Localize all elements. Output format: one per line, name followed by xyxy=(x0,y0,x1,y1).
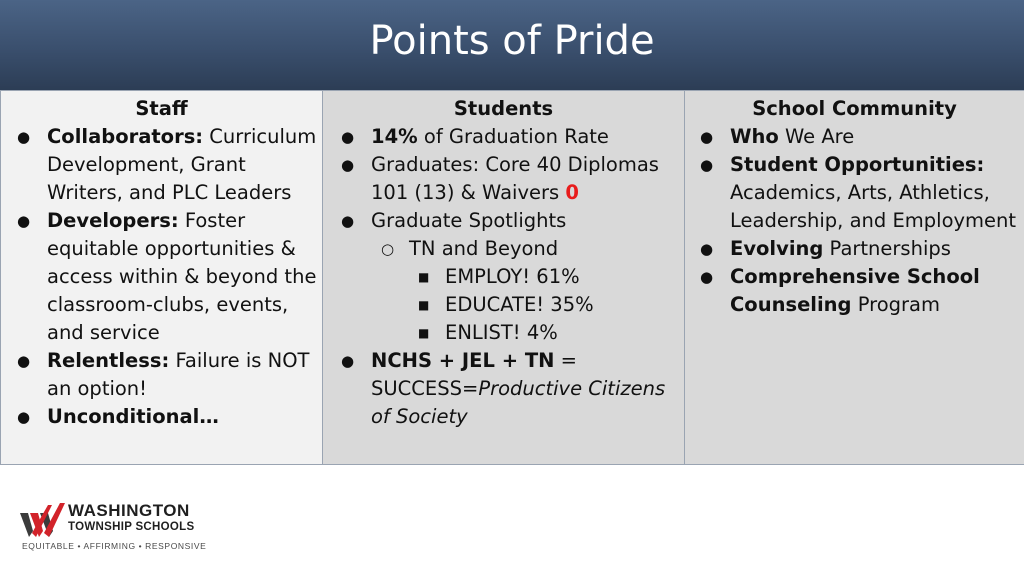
item-text: We Are xyxy=(778,125,855,148)
list-item xyxy=(685,151,1024,235)
item-text: Partnerships xyxy=(823,237,951,260)
district-logo xyxy=(18,497,218,557)
item-text: Academics, Arts, Athletics, Leadership, and Employment xyxy=(730,181,1017,232)
points-table xyxy=(0,90,1024,465)
community-list xyxy=(685,123,1024,319)
sub-sub-list-item xyxy=(323,319,684,347)
list-item xyxy=(685,235,1024,263)
list-item xyxy=(685,123,1024,151)
item-bold: Student Opportunities: xyxy=(730,153,985,176)
item-text: = SUCCESS= xyxy=(371,349,577,400)
list-item xyxy=(323,123,684,151)
sub-sub-list-item xyxy=(323,263,684,291)
item-bold: Collaborators: xyxy=(47,125,204,148)
item-italic: Productive Citizens of Society xyxy=(371,377,666,428)
community-column xyxy=(685,91,1024,464)
item-text: TN and Beyond xyxy=(409,237,559,260)
students-heading: Students xyxy=(453,97,554,120)
list-item xyxy=(323,151,684,207)
item-bold: Who xyxy=(730,125,779,148)
logo-tagline: EQUITABLE • AFFIRMING • RESPONSIVE xyxy=(22,541,207,551)
sub-list-item xyxy=(323,235,684,263)
sub-sub-list-item xyxy=(323,291,684,319)
item-bold: Comprehensive School Counseling xyxy=(730,265,980,316)
staff-heading: Staff xyxy=(135,97,188,120)
item-text: EDUCATE! 35% xyxy=(445,293,594,316)
item-text: EMPLOY! 61% xyxy=(445,265,580,288)
item-text: Foster equitable opportunities & access within & beyond the classroom-clubs, events, and service xyxy=(47,209,317,344)
item-text: Graduate Spotlights xyxy=(371,209,567,232)
item-text: Failure is NOT an option! xyxy=(47,349,310,400)
staff-list xyxy=(1,123,322,431)
waivers-value: 0 xyxy=(565,181,579,204)
logo-subname: TOWNSHIP SCHOOLS xyxy=(68,521,195,533)
students-list xyxy=(323,123,684,431)
washington-w-logo-icon xyxy=(18,499,68,539)
item-bold: Developers: xyxy=(47,209,179,232)
item-bold: Unconditional… xyxy=(47,405,219,428)
item-text: Program xyxy=(851,293,940,316)
students-column xyxy=(323,91,685,464)
list-item xyxy=(323,347,684,431)
item-bold: 14% xyxy=(371,125,418,148)
community-heading: School Community xyxy=(752,97,957,120)
item-text: Graduates: Core 40 Diplomas 101 (13) & Waivers xyxy=(371,153,659,204)
title-bar xyxy=(0,0,1024,90)
item-text: of Graduation Rate xyxy=(417,125,609,148)
item-bold: Evolving xyxy=(730,237,824,260)
list-item xyxy=(1,207,322,347)
item-text: ENLIST! 4% xyxy=(445,321,558,344)
logo-name: WASHINGTON xyxy=(68,501,190,520)
item-bold: NCHS + JEL + TN xyxy=(371,349,555,372)
staff-column xyxy=(0,91,323,464)
list-item xyxy=(323,207,684,235)
list-item xyxy=(685,263,1024,319)
list-item xyxy=(1,347,322,403)
item-text: Curriculum Development, Grant Writers, and PLC Leaders xyxy=(47,125,317,204)
item-bold: Relentless: xyxy=(47,349,170,372)
list-item xyxy=(1,403,322,431)
slide-title: Points of Pride xyxy=(369,18,655,64)
list-item xyxy=(1,123,322,207)
